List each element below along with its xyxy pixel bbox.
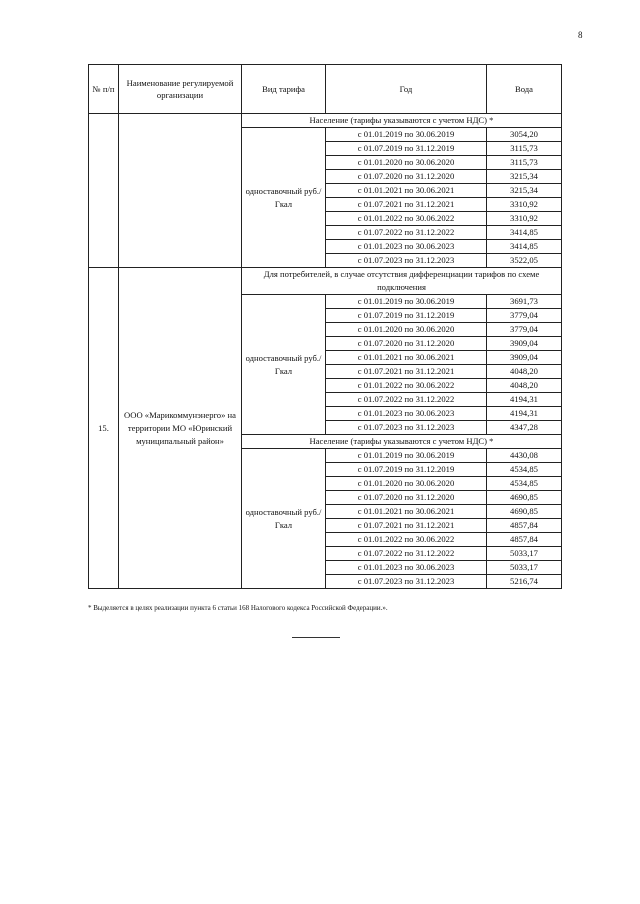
period-cell: с 01.07.2021 по 31.12.2021: [326, 519, 487, 533]
organization-name-cell: [119, 114, 242, 268]
end-rule: [292, 637, 340, 638]
period-cell: с 01.01.2019 по 30.06.2019: [326, 128, 487, 142]
period-cell: с 01.01.2019 по 30.06.2019: [326, 295, 487, 309]
row-number-cell: 15.: [89, 268, 119, 589]
group-header-label: Для потребителей, в случае отсутствия дифференциации тарифов по схеме подключения: [242, 268, 562, 295]
water-value-cell: 5033,17: [487, 547, 562, 561]
group-header-row: [89, 114, 562, 128]
period-cell: с 01.01.2021 по 30.06.2021: [326, 184, 487, 198]
period-cell: с 01.01.2022 по 30.06.2022: [326, 533, 487, 547]
header-water: Вода: [487, 65, 562, 114]
water-value-cell: 5033,17: [487, 561, 562, 575]
water-value-cell: 4857,84: [487, 533, 562, 547]
water-value-cell: 5216,74: [487, 575, 562, 589]
period-cell: с 01.07.2019 по 31.12.2019: [326, 142, 487, 156]
water-value-cell: 3115,73: [487, 142, 562, 156]
period-cell: с 01.01.2023 по 30.06.2023: [326, 561, 487, 575]
group-header-label: Население (тарифы указываются с учетом НДС) *: [242, 114, 562, 128]
header-period: Год: [326, 65, 487, 114]
water-value-cell: 3691,73: [487, 295, 562, 309]
period-cell: с 01.07.2020 по 31.12.2020: [326, 170, 487, 184]
water-value-cell: 3779,04: [487, 309, 562, 323]
period-cell: с 01.07.2022 по 31.12.2022: [326, 393, 487, 407]
water-value-cell: 3522,05: [487, 254, 562, 268]
period-cell: с 01.01.2020 по 30.06.2020: [326, 156, 487, 170]
period-cell: с 01.07.2022 по 31.12.2022: [326, 547, 487, 561]
water-value-cell: 4690,85: [487, 505, 562, 519]
water-value-cell: 4690,85: [487, 491, 562, 505]
tariff-type-cell: одноставочный руб./Гкал: [242, 295, 326, 435]
period-cell: с 01.01.2023 по 30.06.2023: [326, 240, 487, 254]
period-cell: с 01.07.2021 по 31.12.2021: [326, 198, 487, 212]
period-cell: с 01.01.2019 по 30.06.2019: [326, 449, 487, 463]
period-cell: с 01.07.2021 по 31.12.2021: [326, 365, 487, 379]
header-number: № п/п: [89, 65, 119, 114]
tariff-table: [88, 64, 562, 589]
period-cell: с 01.07.2022 по 31.12.2022: [326, 226, 487, 240]
period-cell: с 01.01.2021 по 30.06.2021: [326, 351, 487, 365]
water-value-cell: 3414,85: [487, 240, 562, 254]
period-cell: с 01.01.2023 по 30.06.2023: [326, 407, 487, 421]
page-number: 8: [578, 30, 583, 40]
period-cell: с 01.07.2023 по 31.12.2023: [326, 575, 487, 589]
period-cell: с 01.07.2019 по 31.12.2019: [326, 309, 487, 323]
water-value-cell: 3310,92: [487, 198, 562, 212]
table-header-row: [89, 65, 562, 114]
water-value-cell: 4048,20: [487, 379, 562, 393]
tariff-type-cell: одноставочный руб./Гкал: [242, 449, 326, 589]
row-number-cell: [89, 114, 119, 268]
water-value-cell: 4347,28: [487, 421, 562, 435]
water-value-cell: 3779,04: [487, 323, 562, 337]
water-value-cell: 4534,85: [487, 477, 562, 491]
water-value-cell: 3054,20: [487, 128, 562, 142]
period-cell: с 01.01.2021 по 30.06.2021: [326, 505, 487, 519]
water-value-cell: 3909,04: [487, 351, 562, 365]
water-value-cell: 3115,73: [487, 156, 562, 170]
water-value-cell: 3215,34: [487, 184, 562, 198]
water-value-cell: 3310,92: [487, 212, 562, 226]
footnote: * Выделяется в целях реализации пункта 6 статьи 168 Налогового кодекса Российской Федерации.».: [88, 604, 388, 612]
period-cell: с 01.01.2022 по 30.06.2022: [326, 379, 487, 393]
period-cell: с 01.01.2022 по 30.06.2022: [326, 212, 487, 226]
period-cell: с 01.07.2023 по 31.12.2023: [326, 421, 487, 435]
water-value-cell: 3909,04: [487, 337, 562, 351]
period-cell: с 01.01.2020 по 30.06.2020: [326, 323, 487, 337]
water-value-cell: 4430,08: [487, 449, 562, 463]
organization-name-cell: ООО «Марикоммунэнерго» на территории МО «Юринский муниципальный район»: [119, 268, 242, 589]
group-header-label: Население (тарифы указываются с учетом НДС) *: [242, 435, 562, 449]
period-cell: с 01.07.2019 по 31.12.2019: [326, 463, 487, 477]
water-value-cell: 4048,20: [487, 365, 562, 379]
water-value-cell: 4857,84: [487, 519, 562, 533]
period-cell: с 01.07.2020 по 31.12.2020: [326, 337, 487, 351]
header-organization: Наименование регулируемой организации: [119, 65, 242, 114]
period-cell: с 01.07.2023 по 31.12.2023: [326, 254, 487, 268]
period-cell: с 01.07.2020 по 31.12.2020: [326, 491, 487, 505]
group-header-row: [89, 268, 562, 295]
water-value-cell: 4194,31: [487, 393, 562, 407]
water-value-cell: 4534,85: [487, 463, 562, 477]
period-cell: с 01.01.2020 по 30.06.2020: [326, 477, 487, 491]
water-value-cell: 3414,85: [487, 226, 562, 240]
tariff-type-cell: одноставочный руб./Гкал: [242, 128, 326, 268]
water-value-cell: 3215,34: [487, 170, 562, 184]
water-value-cell: 4194,31: [487, 407, 562, 421]
header-tariff-type: Вид тарифа: [242, 65, 326, 114]
